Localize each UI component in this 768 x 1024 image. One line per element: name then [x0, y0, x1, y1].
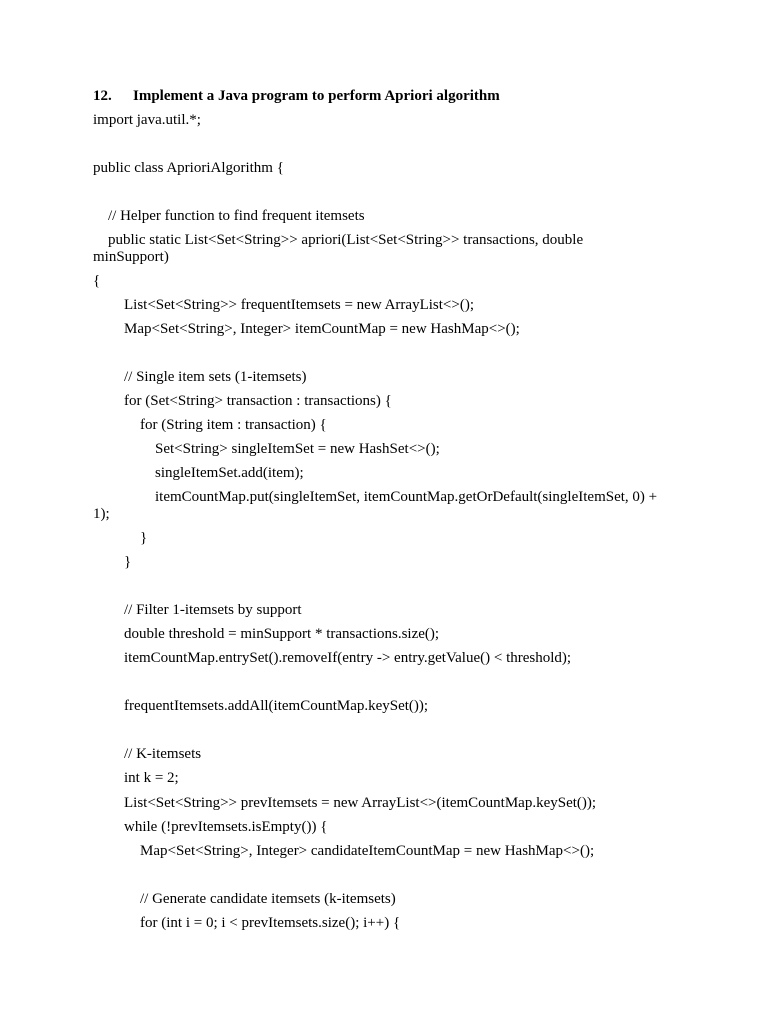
code-line: // Single item sets (1-itemsets) [124, 369, 307, 385]
code-line: import java.util.*; [93, 112, 201, 128]
code-line: Set<String> singleItemSet = new HashSet<>(); [155, 441, 440, 457]
code-line: for (Set<String> transaction : transactions) { [124, 393, 392, 409]
code-line: 1); [93, 506, 110, 522]
code-line: // Filter 1-itemsets by support [124, 602, 302, 618]
section-title: Implement a Java program to perform Apriori algorithm [133, 88, 500, 104]
code-line: singleItemSet.add(item); [155, 465, 304, 481]
code-line: // Helper function to find frequent itemsets [108, 208, 365, 224]
code-line: List<Set<String>> prevItemsets = new ArrayList<>(itemCountMap.keySet()); [124, 795, 597, 811]
code-line: itemCountMap.entrySet().removeIf(entry -> entry.getValue() < threshold); [124, 650, 572, 666]
code-line: for (String item : transaction) { [140, 417, 327, 433]
code-line: public static List<Set<String>> apriori(List<Set<String>> transactions, double [108, 232, 584, 248]
code-line: frequentItemsets.addAll(itemCountMap.keySet()); [124, 698, 429, 714]
code-line: itemCountMap.put(singleItemSet, itemCountMap.getOrDefault(singleItemSet, 0) + [155, 489, 658, 505]
section-number: 12. [93, 88, 112, 104]
code-line: Map<Set<String>, Integer> itemCountMap = new HashMap<>(); [124, 321, 520, 337]
code-line: } [124, 554, 132, 570]
code-line: Map<Set<String>, Integer> candidateItemCountMap = new HashMap<>(); [140, 843, 595, 859]
code-line: } [140, 530, 148, 546]
section-heading [93, 88, 500, 105]
code-line: double threshold = minSupport * transactions.size(); [124, 626, 440, 642]
code-line: while (!prevItemsets.isEmpty()) { [124, 819, 328, 835]
code-line: // Generate candidate itemsets (k-itemsets) [140, 891, 396, 907]
code-line: for (int i = 0; i < prevItemsets.size(); i++) { [140, 915, 401, 931]
code-line: // K-itemsets [124, 746, 202, 762]
code-line: int k = 2; [124, 770, 179, 786]
code-line: { [93, 273, 101, 289]
code-line: public class AprioriAlgorithm { [93, 160, 284, 176]
code-line: minSupport) [93, 249, 169, 265]
code-line: List<Set<String>> frequentItemsets = new ArrayList<>(); [124, 297, 474, 313]
